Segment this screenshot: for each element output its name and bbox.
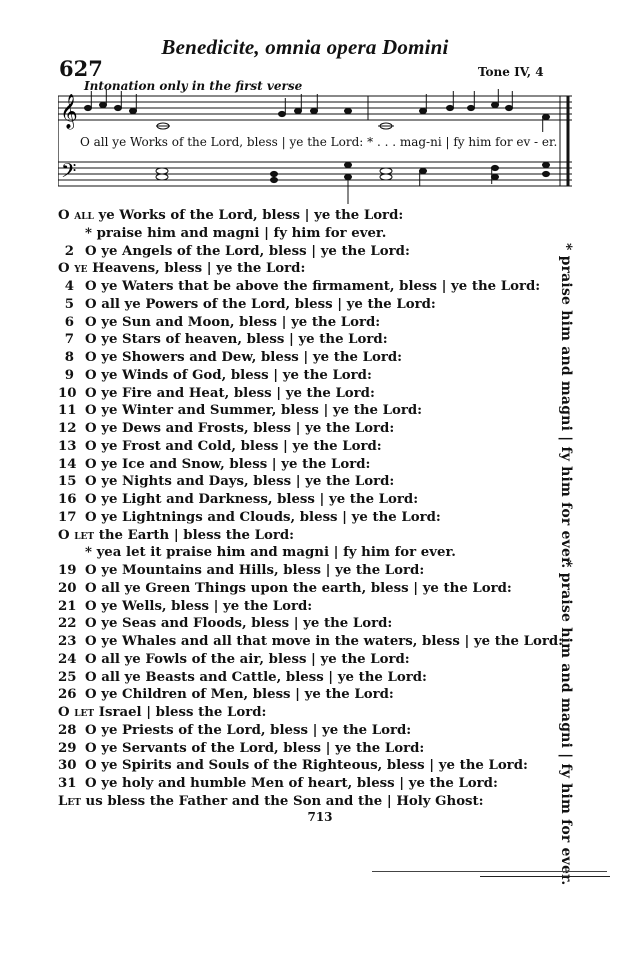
verse-body: O all ye Beasts and Cattle, bless | ye the Lord: [85, 669, 427, 685]
verse-number: 19 [58, 563, 77, 578]
verse-body: O ye Ice and Snow, bless | ye the Lord: [85, 456, 371, 472]
verse-number: 6 [64, 314, 74, 330]
canticle-text [58, 207, 564, 809]
verse-body: O ye Showers and Dew, bless | ye the Lord: [85, 350, 403, 365]
verse-body: O ye Fire and Heat, bless | ye the Lord: [85, 385, 375, 401]
verse-body: O ye Spirits and Souls of the Righteous, bless | ye the Lord: [85, 758, 528, 774]
verse-number: 28 [58, 722, 77, 738]
verse-text [85, 296, 436, 313]
verse-number: 20 [58, 580, 77, 596]
verse-number: 7 [64, 332, 74, 348]
verse-body: ye Works of the Lord, bless | ye the Lord: [93, 208, 404, 223]
verse-body: O ye Winds of God, bless | ye the Lord: [85, 367, 372, 383]
verse-text [85, 544, 456, 561]
verse-text [85, 757, 528, 774]
verse-text [58, 704, 266, 721]
verse-number: 30 [58, 758, 77, 774]
verse-number: 21 [58, 598, 77, 614]
hymn-number: 627 [59, 56, 103, 81]
tone-label: Tone IV, 4 [478, 65, 544, 79]
footer-rule-2 [480, 876, 610, 877]
verse-body: O ye Stars of heaven, bless | ye the Lord: [85, 332, 388, 348]
footer-rule [372, 871, 607, 872]
verse-text [85, 722, 411, 739]
verse-number: 23 [58, 634, 77, 649]
verse-body: O all ye Fowls of the air, bless | ye the Lord: [85, 651, 410, 667]
verse-text [85, 349, 402, 366]
verse-number: 29 [58, 740, 77, 756]
verse-number: 8 [64, 350, 74, 365]
verse-body: * praise him and magni | fy him for ever. [85, 225, 387, 241]
verse-body: O all ye Powers of the Lord, bless | ye the Lord: [85, 296, 436, 312]
verse-body: O ye Frost and Cold, bless | ye the Lord: [85, 438, 382, 454]
verse-text [58, 527, 294, 544]
verse-text [85, 615, 392, 632]
verse-text [85, 509, 441, 526]
verse-text [85, 225, 386, 242]
verse-text [85, 651, 410, 668]
verse-body: O ye Children of Men, bless | ye the Lord: [85, 687, 394, 703]
verse-text [85, 438, 382, 455]
verse-body: O ye holy and humble Men of heart, bless | ye the Lord: [85, 776, 498, 791]
verse-text [85, 686, 394, 703]
verse-body: O ye Dews and Frosts, bless | ye the Lord: [85, 421, 395, 436]
verse-text [58, 793, 484, 810]
verse-text [85, 314, 380, 331]
verse-text [85, 402, 422, 419]
verse-body: O all ye Green Things upon the earth, bless | ye the Lord: [85, 580, 512, 596]
verse-body: O ye Waters that be above the firmament, bless | ye the Lord: [85, 279, 541, 294]
verse-text [85, 456, 370, 473]
verse-text [58, 207, 403, 224]
verse-text [85, 331, 388, 348]
refrain-margin-1: * praise him and magni | fy him for ever. [558, 243, 574, 569]
verse-body: O ye Nights and Days, bless | ye the Lord: [85, 474, 395, 490]
verse-number: 12 [58, 421, 77, 436]
verse-text [85, 598, 312, 615]
verse-lead: O ye [58, 261, 88, 277]
verse-body: O ye Mountains and Hills, bless | ye the Lord: [85, 563, 425, 578]
verse-lead: O all [58, 208, 94, 223]
verse-number: 24 [58, 651, 77, 667]
verse-body: O ye Angels of the Lord, bless | ye the Lord: [85, 243, 410, 259]
verse-number: 9 [64, 367, 74, 383]
intonation-note: Intonation only in the first verse [84, 79, 303, 93]
verse-text [85, 385, 375, 402]
verse-number: 10 [58, 385, 77, 401]
verse-text [85, 562, 424, 579]
verse-body: * yea let it praise him and magni | fy him for ever. [85, 545, 456, 561]
verse-text [85, 491, 418, 508]
verse-number: 14 [58, 456, 77, 472]
verse-body: O ye Wells, bless | ye the Lord: [85, 598, 313, 614]
verse-body: O ye Seas and Floods, bless | ye the Lord: [85, 616, 393, 632]
verse-body: Israel | bless the Lord: [94, 705, 267, 720]
verse-body: O ye Lightnings and Clouds, bless | ye the Lord: [85, 509, 441, 525]
hymn-title: Benedicite, omnia opera Domini [161, 35, 449, 59]
refrain-margin-2: * praise him and magni | fy him for ever. [558, 560, 574, 886]
verse-lead: Let [58, 793, 81, 809]
verse-lead: O let [58, 705, 95, 720]
verse-number: 13 [58, 438, 77, 454]
verse-lead: O let [58, 527, 95, 543]
verse-number: 31 [58, 776, 77, 791]
verse-text [85, 669, 427, 686]
verse-text [85, 243, 410, 260]
verse-body: the Earth | bless the Lord: [94, 527, 295, 543]
verse-number: 16 [58, 492, 77, 507]
verse-body: Heavens, bless | ye the Lord: [87, 261, 306, 277]
treble-clef-icon: 𝄞 [60, 94, 78, 129]
bass-clef-icon: 𝄢 [61, 159, 77, 187]
verse-text [85, 473, 394, 490]
verse-text [85, 740, 424, 757]
verse-number: 2 [64, 243, 74, 259]
verse-text [58, 260, 305, 277]
verse-body: us bless the Father and the Son and the | Holy Ghost: [80, 793, 484, 809]
verse-number: 25 [58, 669, 77, 685]
verse-body: O ye Sun and Moon, bless | ye the Lord: [85, 314, 381, 330]
verse-text [85, 775, 498, 792]
verse-body: O ye Servants of the Lord, bless | ye the Lord: [85, 740, 425, 756]
verse-text [85, 420, 394, 437]
verse-number: 26 [58, 687, 77, 703]
verse-text [85, 580, 512, 597]
verse-text [85, 367, 372, 384]
verse-number: 15 [58, 474, 77, 490]
verse-number: 11 [58, 403, 77, 419]
verse-body: O ye Winter and Summer, bless | ye the Lord: [85, 403, 423, 419]
verse-number: 5 [64, 296, 74, 312]
verse-body: O ye Light and Darkness, bless | ye the Lord: [85, 492, 419, 507]
page-number: 713 [307, 810, 333, 824]
verse-text [85, 633, 563, 650]
verse-body: O ye Whales and all that move in the waters, bless | ye the Lord: [85, 634, 564, 649]
verse-number: 17 [58, 509, 77, 525]
verse-number: 22 [58, 616, 77, 632]
verse-body: O ye Priests of the Lord, bless | ye the Lord: [85, 722, 412, 738]
verse-text [85, 278, 540, 295]
verse-number: 4 [64, 279, 74, 294]
music-underlay: O all ye Works of the Lord, bless | ye the Lord: * . . . mag-ni | fy him for ev - er. [80, 135, 558, 149]
